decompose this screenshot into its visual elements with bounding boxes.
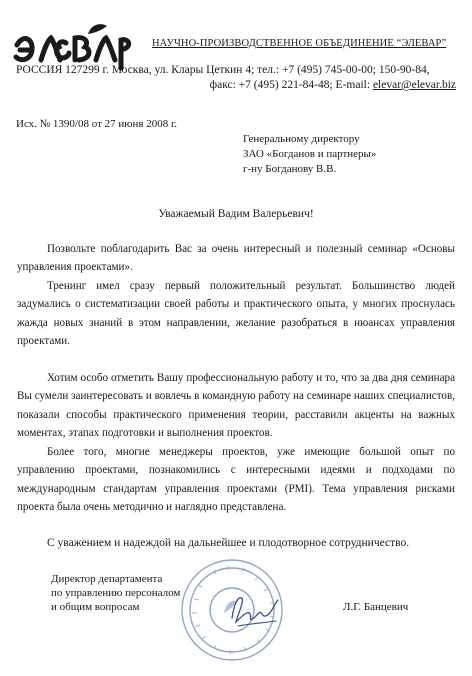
recipient-line-1: Генеральному директору [243, 133, 360, 145]
paragraph-text: Более того, многие менеджеры проектов, уже имеющие большой опыт по управлению проектами, познакомились с интересными идеями и подходами по международным стандартам управления проектами (PMI). Тема управления рисками проекта была очень методично и наглядно представлена. [17, 446, 455, 514]
closing-line: С уважением и надеждой на дальнейшее и плодотворное сотрудничество. [47, 537, 410, 549]
paragraph-text: Позвольте поблагодарить Вас за очень интересный и полезный семинар «Основы управления проектами». [17, 243, 455, 274]
signer-title-line-3: и общим вопросам [51, 601, 140, 613]
fax-line: факс: +7 (495) 221-84-48; E-mail: [209, 79, 373, 91]
signer-title-line-2: по управлению персоналом [51, 587, 181, 599]
paragraph [17, 443, 455, 517]
signer-title-line-1: Директор департамента [51, 573, 163, 585]
signer-title [51, 572, 180, 614]
paragraph [17, 369, 455, 443]
paragraph-text: Хотим особо отметить Вашу профессиональную работу и то, что за два дня семинара Вы сумели заинтересовать и вовлечь в командную работу на семинаре наших специалистов, показали способы практического применения теории, расставили акценты на важных моментах, этапах подготовки и выполнения проектов. [17, 372, 455, 440]
email-link[interactable]: elevar@elevar.biz [372, 79, 456, 91]
handwritten-signature [228, 588, 280, 632]
paragraph [17, 240, 455, 277]
address-line: РОССИЯ 127299 г. Москва, ул. Клары Цеткин 4; тел.: +7 (495) 745-00-00; 150-90-84, [16, 64, 430, 76]
recipient-line-3: г-ну Богданову В.В. [243, 163, 337, 175]
paragraph [17, 277, 455, 351]
fax-email-line [210, 79, 456, 91]
organization-name: НАУЧНО-ПРОИЗВОДСТВЕННОЕ ОБЪЕДИНЕНИЕ “ЭЛЕВАР” [152, 38, 447, 49]
recipient-line-2: ЗАО «Богданов и партнеры» [243, 148, 377, 160]
salutation: Уважаемый Вадим Валерьевич! [158, 208, 314, 220]
paragraph-text: Тренинг имел сразу первый положительный результат. Большинство людей задумались о систематизации своей работы и практического опыта, у многих проснулась жажда новых знаний в этом направлении, желание разобраться в нюансах управления проектами. [17, 280, 455, 348]
signer-name: Л.Г. Банцевич [343, 601, 409, 613]
reference-number: Исх. № 1390/08 от 27 июня 2008 г. [16, 118, 177, 130]
